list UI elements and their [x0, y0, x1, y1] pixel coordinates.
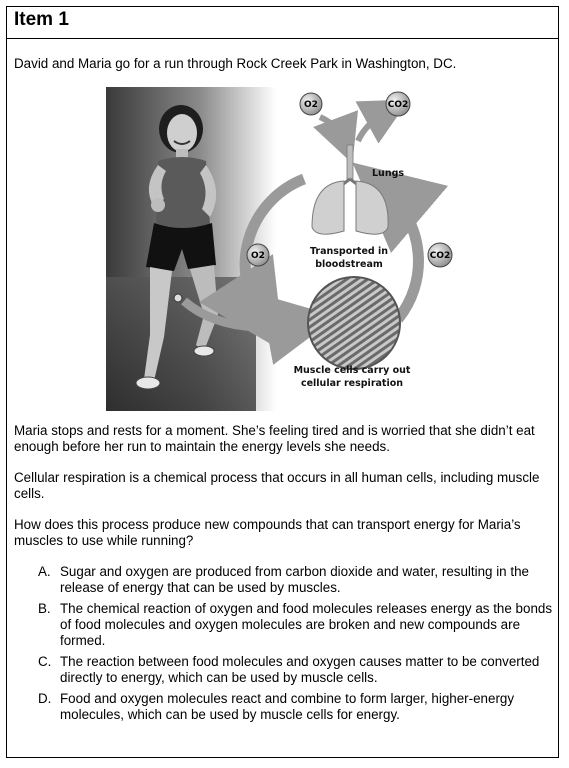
answer-choices: [38, 564, 554, 728]
o2-left-molecule: [247, 244, 269, 266]
choice-d[interactable]: [38, 691, 554, 723]
choice-text: The chemical reaction of oxygen and food molecules releases energy as the bonds of food molecules and oxygen molecules are broken and new compounds are formed.: [60, 601, 553, 648]
item-title: Item 1: [14, 9, 69, 30]
co2-top-molecule: [386, 92, 410, 116]
svg-text:O2: O2: [304, 100, 318, 110]
transported-label-line1: Transported in: [309, 246, 389, 257]
co2-right-molecule: [428, 243, 452, 267]
choice-text: Food and oxygen molecules react and combine to form larger, higher-energy molecules, which can be used by muscle cells for energy.: [60, 691, 515, 722]
svg-text:O2: O2: [251, 251, 265, 261]
lungs-label: Lungs: [372, 168, 405, 179]
o2-top-molecule: [300, 93, 322, 115]
respiration-figure: [106, 87, 476, 411]
choice-text: Sugar and oxygen are produced from carbon dioxide and water, resulting in the release of energy that can be used by muscles.: [60, 564, 529, 595]
respiration-diagram: [106, 87, 476, 411]
choice-b[interactable]: [38, 601, 554, 649]
choice-c[interactable]: [38, 654, 554, 686]
svg-text:CO2: CO2: [429, 251, 451, 261]
question-text: How does this process produce new compounds that can transport energy for Maria’s muscles to use while running?: [14, 517, 521, 548]
choice-letter: D.: [38, 691, 52, 706]
muscle-label-line2: cellular respiration: [300, 378, 404, 389]
choice-letter: C.: [38, 654, 52, 669]
muscle-label-line1: Muscle cells carry out: [293, 365, 411, 376]
choice-letter: B.: [38, 601, 51, 616]
choice-text: The reaction between food molecules and oxygen causes matter to be converted directly to energy, which can be used by muscle cells.: [60, 654, 540, 685]
lungs-icon: [312, 145, 388, 234]
passage-paragraph-2: Cellular respiration is a chemical process that occurs in all human cells, including muscle cells.: [14, 470, 540, 501]
title-divider: [7, 38, 558, 39]
intro-text: David and Maria go for a run through Rock Creek Park in Washington, DC.: [14, 56, 457, 71]
choice-letter: A.: [38, 564, 51, 579]
choice-a[interactable]: [38, 564, 554, 596]
passage-paragraph-1: Maria stops and rests for a moment. She’s feeling tired and is worried that she didn’t eat enough before her run to maintain the energy levels she needs.: [14, 423, 535, 454]
transported-label-line2: bloodstream: [315, 259, 383, 270]
svg-text:CO2: CO2: [387, 100, 409, 110]
muscle-cells-icon: [308, 277, 400, 369]
